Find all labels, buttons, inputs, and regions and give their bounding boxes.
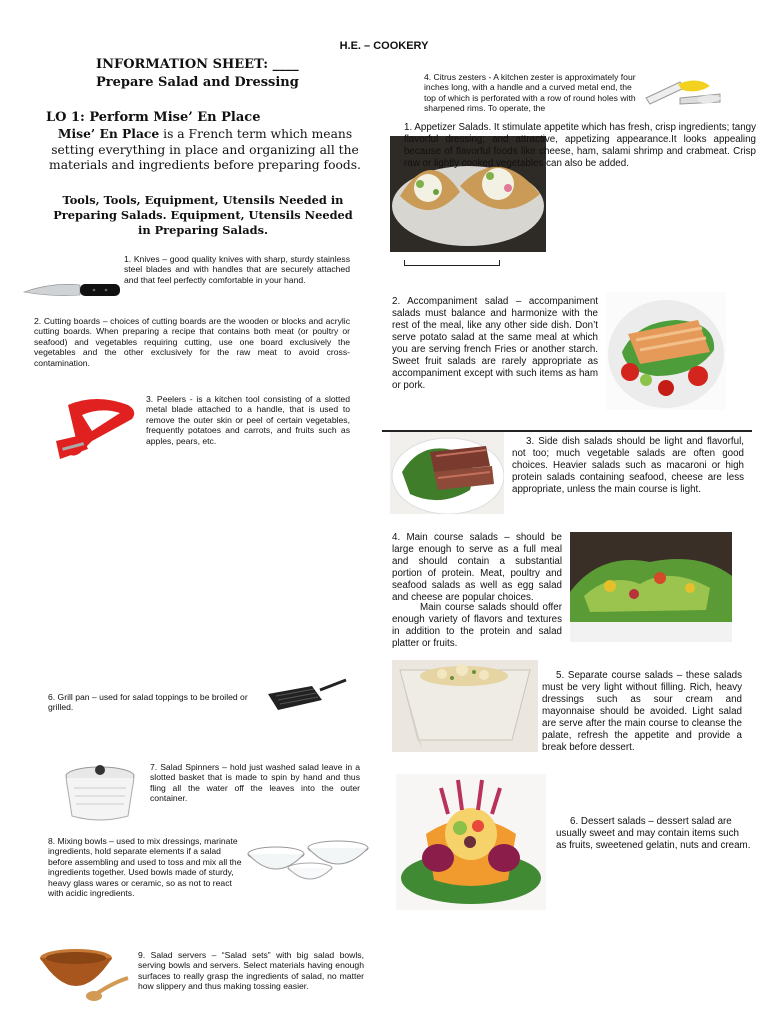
- grill-pan-image: [266, 676, 348, 716]
- dessert-salad-text: 6. Dessert salads – dessert salad are usually sweet and may contain items such as fruits, sweetened gelatin, nuts and cream.: [556, 816, 751, 851]
- citrus-zester-text: 4. Citrus zesters - A kitchen zester is approximately four inches long, with a handle and a curved metal end, the top of which is perforated with a row of round holes with sharpened rims. To operate, the: [424, 72, 636, 114]
- info-sheet-title: INFORMATION SHEET: ____: [96, 57, 299, 72]
- knife-image: [22, 276, 122, 304]
- main-course-salad-text-2: Main course salads should offer enough variety of flavors and textures in addition to the protein and salad platter or fruits.: [392, 602, 562, 649]
- tool-mixing-bowls: 8. Mixing bowls – used to mix dressings, marinate ingredients, hold separate elements if a salad before assembling and used to toss and mix all the ingredients together. Used bowls made of sturdy, heavy glass wares or ceramic, so as not to react with acidic ingredients.: [48, 836, 242, 899]
- separate-course-salad-image: [392, 660, 538, 752]
- appetizer-underline-tick-left: [404, 260, 405, 266]
- dessert-salad-image: [396, 774, 546, 910]
- info-sheet-subtitle: Prepare Salad and Dressing: [96, 75, 299, 90]
- tools-heading: Tools, Tools, Equipment, Utensils Needed in Preparing Salads. Equipment, Utensils Needed in Preparing Salads.: [53, 193, 353, 237]
- mise-term: Mise’ En Place: [57, 126, 160, 141]
- accompaniment-salad-image: [606, 292, 726, 410]
- appetizer-underline: [404, 265, 500, 266]
- citrus-zester-image: [640, 72, 726, 112]
- peeler-image: [46, 395, 140, 471]
- side-dish-salad-image: [390, 432, 504, 514]
- mixing-bowls-image: [246, 836, 370, 888]
- tool-salad-spinners: 7. Salad Spinners – hold just washed salad leave in a slotted basket that is made to spin by hand and thus fling all the water off the leaves into the outer container.: [150, 762, 360, 804]
- accompaniment-salad-text: 2. Accompaniment salad – accompaniment salads must balance and harmonize with the rest of the meal, like any other side dish. Don’t serve potato salad at the same meal at which you are serving french Fries or another starch. Sweet fruit salads are rarely appropriate as accompaniment except with such items as ham or pork.: [392, 296, 598, 391]
- tool-grill-pan: 6. Grill pan – used for salad toppings to be broiled or grilled.: [48, 692, 248, 713]
- page-header: H.E. – COOKERY: [339, 40, 429, 52]
- side-dish-salad-text: 3. Side dish salads should be light and flavorful, not too; much vegetable salads are often good choices. Heavier salads such as macaroni or high protein salads containing seafood, cheese are less appropriate, unless the main course is light.: [512, 436, 744, 495]
- tool-knives: 1. Knives – good quality knives with sharp, sturdy stainless steel blades and with handles that are securely attached and that feel perfectly comfortable in your hand.: [124, 254, 350, 285]
- separate-course-salad-text: 5. Separate course salads – these salads must be very light without filling. Rich, heavy dressings such as sour cream and mayonnaise should be avoided. Light salad are serve after the main course to cleanse the palate, refresh the appetite and provide a break before dessert.: [542, 670, 742, 753]
- learning-outcome: LO 1: Perform Mise’ En Place: [46, 110, 261, 125]
- salad-bowl-image: [36, 944, 136, 1008]
- appetizer-underline-tick-right: [499, 260, 500, 266]
- tool-cutting-boards: 2. Cutting boards – choices of cutting boards are the wooden or blocks and acrylic cutting boards. When preparing a recipe that contains both meat (or poultry or seafood) and vegetables requiring cutting, use one board exclusively the vegetables and the other exclusively for the raw meat to avoid cross-contamination.: [34, 316, 350, 368]
- tool-peelers: 3. Peelers - is a kitchen tool consisting of a slotted metal blade attached to a handle, that is used to remove the outer skin or peel of certain vegetables, frequently potatoes and carrots, and fruits such as apples, pears, etc.: [146, 394, 350, 446]
- main-course-salad-image: [570, 532, 732, 642]
- mise-definition: [44, 126, 366, 174]
- appetizer-salad-text: 1. Appetizer Salads. It stimulate appetite which has fresh, crisp ingredients; tangy flavorful dressing; and attractive, appetizing appearance.It looks appealing because of flavorful foods like cheese, ham, salami shrimp and crabmeat. Crisp raw or lightly cooked vegetables can also be added.: [404, 122, 756, 169]
- tool-salad-servers: 9. Salad servers – “Salad sets” with big salad bowls, serving bowls and servers. Select materials having enough surfaces to really grasp the ingredients of salad, no matter how slippery and thus making tossing easier.: [138, 950, 364, 992]
- main-course-salad-text: 4. Main course salads – should be large enough to serve as a full meal and should contain a substantial portion of protein. Meat, poultry and seafood salads as well as egg salad and cheese are popular choices.: [392, 532, 562, 603]
- mise-text: is a French term which means setting everything in place and organizing all the materials and ingredients before preparing foods.: [49, 127, 361, 172]
- salad-spinner-image: [60, 760, 140, 824]
